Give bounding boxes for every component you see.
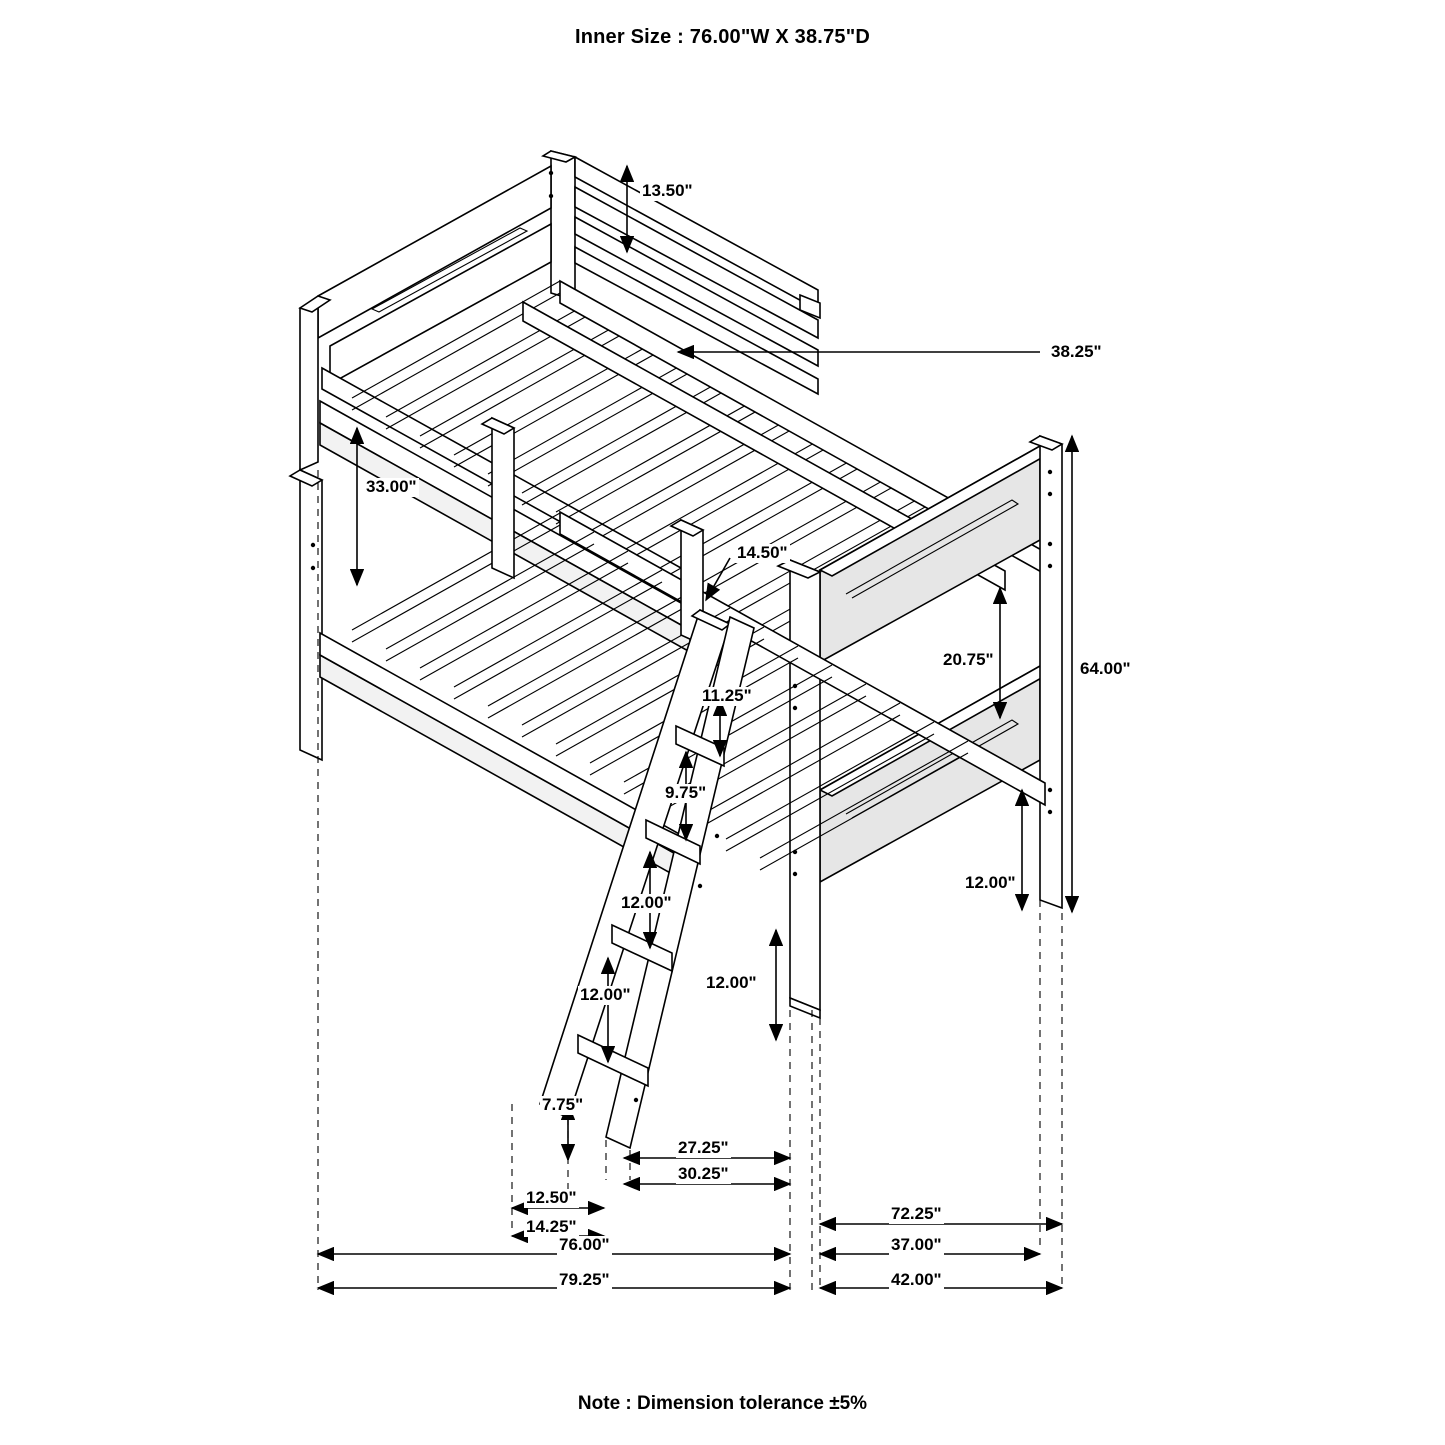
dimension-label: 20.75"	[943, 650, 994, 669]
dimension-label: 13.50"	[642, 181, 693, 200]
dimension-label: 12.50"	[526, 1188, 577, 1207]
dimension-label: 37.00"	[891, 1235, 942, 1254]
dimension-label: 14.50"	[737, 543, 788, 562]
dimension-label: 72.25"	[891, 1204, 942, 1223]
dimension-label: 12.00"	[580, 985, 631, 1004]
dimension-label: 9.75"	[665, 783, 707, 802]
dimension-label: 30.25"	[678, 1164, 729, 1183]
tolerance-note: Note : Dimension tolerance ±5%	[577, 1393, 868, 1414]
dimension-label: 12.00"	[621, 893, 672, 912]
dimension-label: 64.00"	[1080, 659, 1131, 678]
dimension-label: 42.00"	[891, 1270, 942, 1289]
dimension-label: 76.00"	[559, 1235, 610, 1254]
page-title: Inner Size : 76.00"W X 38.75"D	[574, 26, 871, 48]
dimension-label: 11.25"	[702, 686, 752, 705]
dimension-label: 27.25"	[678, 1138, 729, 1157]
dimension-label: 12.00"	[706, 973, 757, 992]
dimension-label: 38.25"	[1051, 342, 1102, 361]
dimension-label: 14.25"	[526, 1217, 577, 1236]
dimension-label: 79.25"	[559, 1270, 610, 1289]
dimension-label: 12.00"	[965, 873, 1016, 892]
dimension-label: 7.75"	[542, 1095, 584, 1114]
dimension-label: 33.00"	[366, 477, 417, 496]
